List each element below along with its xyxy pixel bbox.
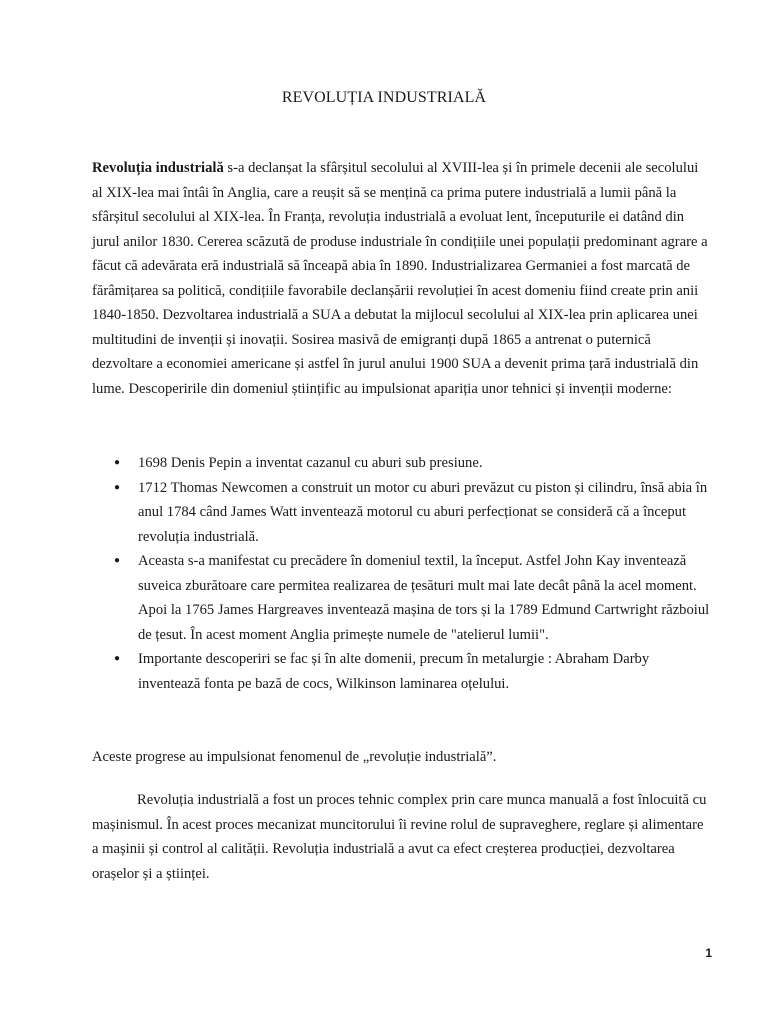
bullet-icon: ● bbox=[114, 555, 121, 566]
page-number: 1 bbox=[705, 946, 712, 960]
list-item bbox=[110, 549, 712, 647]
closing-paragraph: Revoluția industrială a fost un proces tehnic complex prin care munca manuală a fost înlocuită cu mașinismul. În acest proces mecanizat muncitorului îi revine rolul de supraveghere, reglare și alimentare a mașinii și control al calității. Revoluția industrială a avut ca efect creșterea producției, dezvoltarea orașelor și a științei. bbox=[92, 792, 707, 882]
bullet-icon: ● bbox=[114, 653, 121, 664]
list-item-text: Importante descoperiri se fac și în alte domenii, precum în metalurgie : Abraham Darby inventează fonta pe bază de cocs, Wilkinson laminarea oțelului. bbox=[138, 651, 650, 692]
intro-paragraph bbox=[92, 156, 712, 401]
list-item bbox=[110, 451, 712, 476]
intro-lead-term: Revoluția industrială bbox=[92, 160, 224, 176]
list-item-text: Aceasta s-a manifestat cu precădere în domeniul textil, la început. Astfel John Kay inventează suveica zburătoare care permitea realizarea de țesături mult mai late decât până la acel moment. Apoi la 1765 James Hargreaves inventează mașina de tors și la 1789 Edmund Cartwright războiul de țesut. În acest moment Anglia primește numele de "atelierul lumii". bbox=[138, 553, 710, 643]
list-item-text: 1698 Denis Pepin a inventat cazanul cu aburi sub presiune. bbox=[138, 455, 483, 471]
inventions-list bbox=[110, 451, 712, 696]
list-item bbox=[110, 476, 712, 550]
list-item-text: 1712 Thomas Newcomen a construit un motor cu aburi prevăzut cu piston și cilindru, însă abia în anul 1784 când James Watt inventează motorul cu aburi perfecționat se consideră că a început revoluția industrială. bbox=[138, 479, 708, 545]
intro-text: s-a declanșat la sfârșitul secolului al XVIII-lea și în primele decenii ale secolului al XIX-lea mai întâi în Anglia, care a reușit să se mențină ca prima putere industrială a lumii până la sfârșitul secolului al XIX-lea. În Franța, revoluția industrială a evoluat lent, începuturile ei datând din jurul anilor 1830. Cererea scăzută de produse industriale în condițiile unei populații predominant agrare a făcut că adevărata eră industrială să înceapă abia în 1890. Industrializarea Germaniei a fost marcată de fărâmițarea sa politică, condițiile favorabile declanșării revoluției în acest domeniu fiind create prin anii 1840-1850. Dezvoltarea industrială a SUA a debutat la mijlocul secolului al XIX-lea prin aplicarea unei multitudini de invenții și inovații. Sosirea masivă de emigranți după 1865 a antrenat o puternică dezvoltare a economiei americane și astfel în jurul anului 1900 SUA a devenit prima țară industrială din lume. Descoperirile din domeniul științific au impulsionat apariția unor tehnici și invenții moderne: bbox=[92, 160, 708, 397]
bullet-icon: ● bbox=[114, 457, 121, 468]
summary-line: Aceste progrese au impulsionat fenomenul de „revoluție industrială”. bbox=[92, 749, 497, 765]
list-item bbox=[110, 647, 712, 696]
bullet-icon: ● bbox=[114, 481, 121, 493]
document-title: REVOLUȚIA INDUSTRIALĂ bbox=[281, 89, 487, 106]
